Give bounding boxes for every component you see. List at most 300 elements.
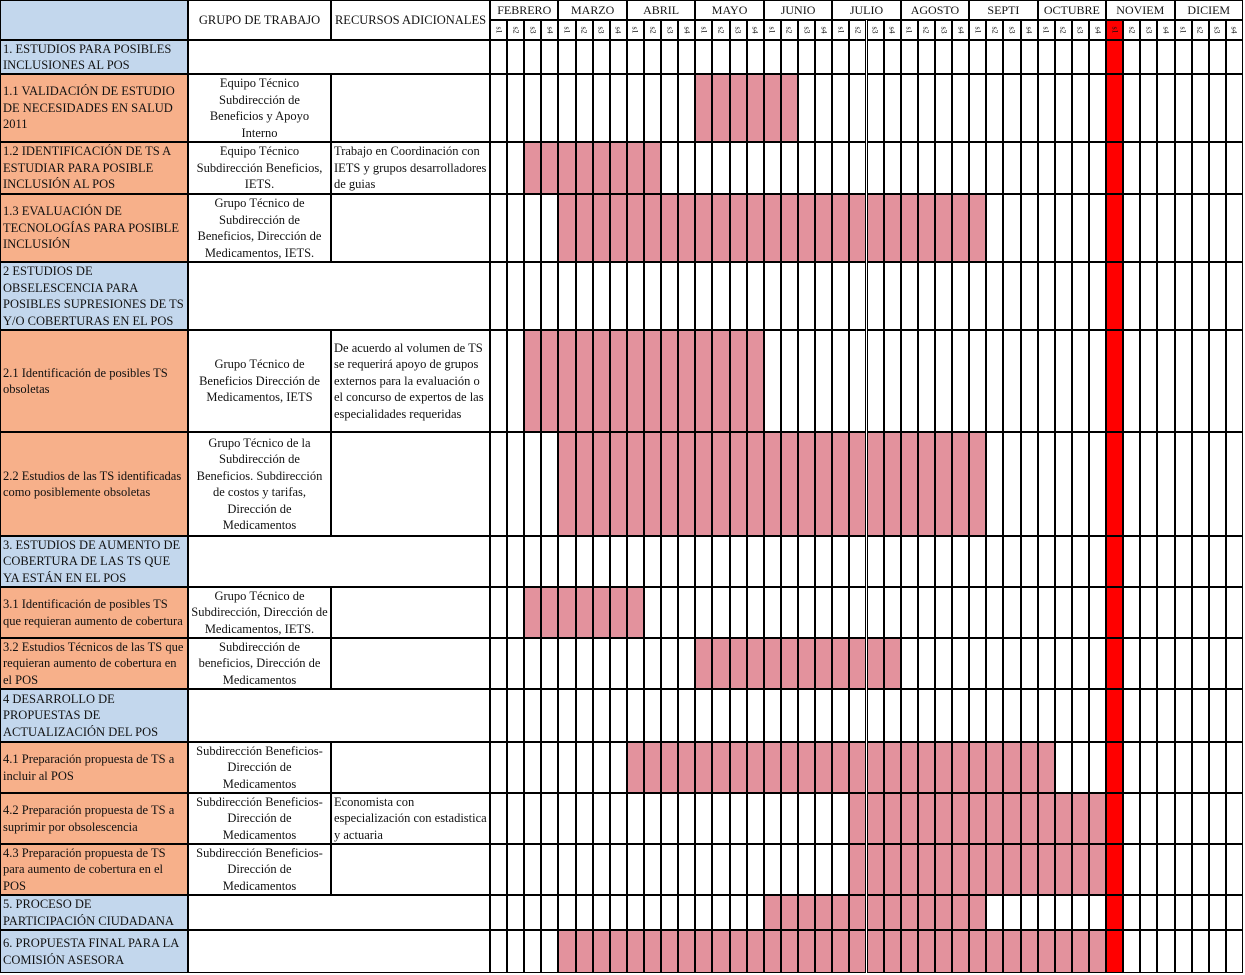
schedule-bar-cell xyxy=(1038,742,1055,793)
week-cell xyxy=(918,536,935,587)
week-label: s1 xyxy=(1178,26,1188,34)
schedule-bar-cell xyxy=(969,844,986,895)
week-cell xyxy=(490,587,507,638)
week-cell xyxy=(986,194,1003,262)
week-cell xyxy=(935,638,952,689)
week-cell xyxy=(1038,536,1055,587)
week-cell xyxy=(1175,40,1192,74)
schedule-bar-cell xyxy=(781,930,798,973)
week-label: s4 xyxy=(750,26,760,34)
week-cell xyxy=(952,262,969,330)
task-resources xyxy=(331,432,490,536)
schedule-bar-cell xyxy=(558,142,575,194)
week-cell xyxy=(832,536,849,587)
schedule-bar-cell xyxy=(849,432,866,536)
week-label: s4 xyxy=(545,26,555,34)
week-cell xyxy=(541,432,558,536)
week-cell xyxy=(541,895,558,930)
week-header xyxy=(576,20,593,40)
schedule-bar-cell xyxy=(558,432,575,536)
week-cell xyxy=(1140,689,1157,742)
week-cell xyxy=(1175,74,1192,142)
week-cell xyxy=(644,638,661,689)
month-header: AGOSTO xyxy=(901,0,969,20)
week-cell xyxy=(815,262,832,330)
week-cell xyxy=(986,587,1003,638)
week-cell xyxy=(918,689,935,742)
schedule-bar-cell xyxy=(867,432,884,536)
week-cell xyxy=(678,40,695,74)
schedule-bar-cell xyxy=(764,74,781,142)
schedule-bar-cell xyxy=(747,330,764,432)
week-label: s1 xyxy=(904,26,914,34)
week-cell xyxy=(1055,638,1072,689)
week-cell xyxy=(986,536,1003,587)
week-cell xyxy=(678,844,695,895)
schedule-bar-cell xyxy=(558,587,575,638)
week-cell xyxy=(524,74,541,142)
schedule-bar-cell xyxy=(593,587,610,638)
week-cell xyxy=(798,262,815,330)
week-cell xyxy=(1192,844,1209,895)
schedule-bar-cell xyxy=(935,793,952,844)
week-cell xyxy=(884,142,901,194)
week-cell xyxy=(1157,895,1174,930)
week-cell xyxy=(969,74,986,142)
week-label: s3 xyxy=(528,26,538,34)
week-cell xyxy=(1089,432,1106,536)
week-cell xyxy=(576,844,593,895)
schedule-bar-cell xyxy=(593,432,610,536)
section-title: 4 DESARROLLO DE PROPUESTAS DE ACTUALIZACIÓN DEL POS xyxy=(0,689,188,742)
month-header: NOVIEM xyxy=(1106,0,1174,20)
week-cell xyxy=(1123,194,1140,262)
schedule-bar-cell xyxy=(644,742,661,793)
week-label: s1 xyxy=(1041,26,1051,34)
week-cell xyxy=(1123,930,1140,973)
task-group: Grupo Técnico de Beneficios Dirección de Medicamentos, IETS xyxy=(188,330,331,432)
week-label: s3 xyxy=(1075,26,1085,34)
schedule-bar-cell xyxy=(798,432,815,536)
week-cell xyxy=(644,587,661,638)
week-cell xyxy=(1175,262,1192,330)
week-label: s3 xyxy=(939,26,948,34)
week-cell xyxy=(1089,142,1106,194)
week-cell xyxy=(1003,262,1020,330)
task-resources: Economista con especialización con estadistica y actuaria xyxy=(331,793,490,844)
schedule-bar-cell xyxy=(730,74,747,142)
schedule-bar-cell xyxy=(832,194,849,262)
schedule-bar-cell xyxy=(867,895,884,930)
week-cell xyxy=(558,638,575,689)
week-header xyxy=(1021,20,1038,40)
week-cell xyxy=(541,536,558,587)
week-cell xyxy=(815,142,832,194)
schedule-bar-cell xyxy=(712,638,729,689)
week-cell xyxy=(1157,742,1174,793)
month-header: FEBRERO xyxy=(490,0,558,20)
week-header xyxy=(1089,20,1106,40)
week-cell xyxy=(781,844,798,895)
week-cell xyxy=(1038,432,1055,536)
schedule-bar-cell xyxy=(798,638,815,689)
week-cell xyxy=(1003,689,1020,742)
week-cell xyxy=(1123,844,1140,895)
week-cell xyxy=(918,142,935,194)
week-cell xyxy=(747,689,764,742)
week-label: s1 xyxy=(699,26,709,34)
week-cell xyxy=(1055,142,1072,194)
week-label: s3 xyxy=(665,26,675,34)
week-cell xyxy=(1038,194,1055,262)
week-cell xyxy=(781,793,798,844)
week-cell xyxy=(1140,587,1157,638)
week-cell xyxy=(1055,74,1072,142)
schedule-bar-cell xyxy=(1003,793,1020,844)
week-cell xyxy=(490,330,507,432)
week-cell xyxy=(1038,40,1055,74)
week-cell xyxy=(576,638,593,689)
schedule-bar-cell xyxy=(661,330,678,432)
schedule-bar-cell xyxy=(918,194,935,262)
month-header: SEPTI xyxy=(969,0,1037,20)
week-cell xyxy=(712,262,729,330)
week-cell xyxy=(678,74,695,142)
week-cell xyxy=(490,432,507,536)
schedule-bar-cell xyxy=(1021,793,1038,844)
week-cell xyxy=(1089,638,1106,689)
week-cell xyxy=(627,40,644,74)
week-label: s2 xyxy=(1195,26,1205,34)
week-cell xyxy=(867,262,884,330)
week-cell xyxy=(1003,142,1020,194)
week-cell xyxy=(901,536,918,587)
week-cell xyxy=(901,638,918,689)
week-cell xyxy=(1055,536,1072,587)
week-cell xyxy=(867,40,884,74)
schedule-bar-cell xyxy=(627,587,644,638)
week-cell xyxy=(1175,689,1192,742)
week-cell xyxy=(712,536,729,587)
week-cell xyxy=(986,330,1003,432)
schedule-bar-cell xyxy=(935,194,952,262)
week-cell xyxy=(1175,142,1192,194)
week-label: s2 xyxy=(990,26,1000,34)
week-cell xyxy=(730,536,747,587)
schedule-bar-cell xyxy=(986,930,1003,973)
week-cell xyxy=(1072,895,1089,930)
week-cell xyxy=(507,142,524,194)
week-cell xyxy=(490,40,507,74)
task-resources xyxy=(331,194,490,262)
week-cell xyxy=(593,793,610,844)
schedule-bar-cell xyxy=(558,194,575,262)
week-header xyxy=(1209,20,1226,40)
week-cell xyxy=(524,844,541,895)
schedule-bar-cell xyxy=(781,638,798,689)
week-cell xyxy=(1226,742,1243,793)
schedule-bar-cell xyxy=(986,844,1003,895)
schedule-bar-cell xyxy=(867,742,884,793)
schedule-bar-cell xyxy=(695,74,712,142)
week-cell xyxy=(541,262,558,330)
week-cell xyxy=(610,638,627,689)
week-cell xyxy=(815,793,832,844)
week-cell xyxy=(541,930,558,973)
week-header xyxy=(627,20,644,40)
week-cell xyxy=(541,742,558,793)
week-cell xyxy=(832,587,849,638)
week-cell xyxy=(1038,74,1055,142)
schedule-bar-cell xyxy=(764,895,781,930)
week-label: s1 xyxy=(1110,26,1120,34)
week-cell xyxy=(661,142,678,194)
schedule-bar-cell xyxy=(747,930,764,973)
week-cell xyxy=(490,142,507,194)
week-cell xyxy=(541,844,558,895)
task-group: Subdirección Beneficios-Dirección de Medicamentos xyxy=(188,793,331,844)
highlight-week-cell xyxy=(1106,689,1123,742)
week-label: s4 xyxy=(956,26,966,34)
week-cell xyxy=(798,74,815,142)
week-cell xyxy=(1021,142,1038,194)
week-cell xyxy=(644,536,661,587)
schedule-bar-cell xyxy=(901,793,918,844)
section-spacer xyxy=(188,689,490,742)
week-cell xyxy=(764,793,781,844)
schedule-bar-cell xyxy=(815,895,832,930)
week-cell xyxy=(1157,40,1174,74)
week-cell xyxy=(1157,587,1174,638)
week-cell xyxy=(610,742,627,793)
week-header xyxy=(1157,20,1174,40)
task-group: Subdirección Beneficios-Dirección de Medicamentos xyxy=(188,742,331,793)
schedule-bar-cell xyxy=(1089,793,1106,844)
week-cell xyxy=(1209,432,1226,536)
highlight-week-cell xyxy=(1106,638,1123,689)
week-cell xyxy=(644,74,661,142)
schedule-bar-cell xyxy=(969,930,986,973)
week-cell xyxy=(1226,262,1243,330)
schedule-bar-cell xyxy=(661,194,678,262)
week-label: s3 xyxy=(870,26,880,34)
week-cell xyxy=(1021,895,1038,930)
week-cell xyxy=(593,895,610,930)
week-header xyxy=(832,20,849,40)
schedule-bar-cell xyxy=(832,742,849,793)
week-cell xyxy=(849,536,866,587)
schedule-bar-cell xyxy=(627,930,644,973)
schedule-bar-cell xyxy=(781,74,798,142)
section-title: 2 ESTUDIOS DE OBSELESCENCIA PARA POSIBLES SUPRESIONES DE TS Y/O COBERTURAS EN EL POS xyxy=(0,262,188,330)
week-cell xyxy=(1072,330,1089,432)
week-cell xyxy=(576,742,593,793)
week-cell xyxy=(593,844,610,895)
week-cell xyxy=(849,40,866,74)
week-cell xyxy=(1072,742,1089,793)
week-cell xyxy=(1157,930,1174,973)
schedule-bar-cell xyxy=(764,432,781,536)
week-header xyxy=(1055,20,1072,40)
week-cell xyxy=(798,536,815,587)
schedule-bar-cell xyxy=(764,930,781,973)
highlight-week-cell xyxy=(1106,432,1123,536)
schedule-bar-cell xyxy=(781,895,798,930)
week-cell xyxy=(541,194,558,262)
schedule-bar-cell xyxy=(661,432,678,536)
week-label: s1 xyxy=(973,26,983,34)
schedule-bar-cell xyxy=(1021,742,1038,793)
week-cell xyxy=(798,844,815,895)
schedule-bar-cell xyxy=(781,742,798,793)
week-header xyxy=(541,20,558,40)
week-cell xyxy=(1157,689,1174,742)
week-label: s3 xyxy=(1007,26,1017,34)
week-header xyxy=(849,20,866,40)
schedule-bar-cell xyxy=(918,930,935,973)
schedule-bar-cell xyxy=(901,432,918,536)
week-cell xyxy=(1209,40,1226,74)
schedule-bar-cell xyxy=(815,194,832,262)
week-cell xyxy=(1226,689,1243,742)
week-header xyxy=(1192,20,1209,40)
schedule-bar-cell xyxy=(712,432,729,536)
week-cell xyxy=(747,40,764,74)
schedule-bar-cell xyxy=(610,930,627,973)
week-cell xyxy=(747,587,764,638)
week-cell xyxy=(490,742,507,793)
week-cell xyxy=(1003,895,1020,930)
schedule-bar-cell xyxy=(884,844,901,895)
week-label: s2 xyxy=(511,26,521,34)
schedule-bar-cell xyxy=(1055,793,1072,844)
week-label: s4 xyxy=(613,26,623,34)
highlight-week-cell xyxy=(1106,930,1123,973)
week-cell xyxy=(730,895,747,930)
week-cell xyxy=(524,895,541,930)
week-cell xyxy=(918,40,935,74)
week-cell xyxy=(627,895,644,930)
week-cell xyxy=(969,142,986,194)
week-cell xyxy=(661,895,678,930)
week-cell xyxy=(1021,74,1038,142)
week-header xyxy=(781,20,798,40)
week-cell xyxy=(1072,74,1089,142)
schedule-bar-cell xyxy=(918,742,935,793)
schedule-bar-cell xyxy=(730,638,747,689)
week-cell xyxy=(1140,40,1157,74)
week-cell xyxy=(627,262,644,330)
schedule-bar-cell xyxy=(935,742,952,793)
schedule-bar-cell xyxy=(815,432,832,536)
week-cell xyxy=(1209,142,1226,194)
schedule-bar-cell xyxy=(935,432,952,536)
schedule-bar-cell xyxy=(1072,844,1089,895)
schedule-bar-cell xyxy=(695,930,712,973)
week-cell xyxy=(1226,638,1243,689)
week-cell xyxy=(1209,262,1226,330)
week-cell xyxy=(1003,432,1020,536)
schedule-bar-cell xyxy=(764,638,781,689)
schedule-bar-cell xyxy=(1089,844,1106,895)
week-cell xyxy=(1038,587,1055,638)
week-cell xyxy=(1226,40,1243,74)
week-cell xyxy=(593,689,610,742)
week-cell xyxy=(490,793,507,844)
week-cell xyxy=(593,742,610,793)
schedule-bar-cell xyxy=(576,930,593,973)
week-cell xyxy=(678,536,695,587)
week-cell xyxy=(695,587,712,638)
week-cell xyxy=(507,74,524,142)
schedule-bar-cell xyxy=(867,930,884,973)
highlight-week-cell xyxy=(1106,194,1123,262)
week-cell xyxy=(712,895,729,930)
week-cell xyxy=(695,262,712,330)
week-cell xyxy=(507,194,524,262)
week-cell xyxy=(558,742,575,793)
week-cell xyxy=(1226,793,1243,844)
schedule-bar-cell xyxy=(849,638,866,689)
schedule-bar-cell xyxy=(1089,930,1106,973)
week-cell xyxy=(935,587,952,638)
week-cell xyxy=(507,638,524,689)
schedule-bar-cell xyxy=(815,930,832,973)
week-cell xyxy=(1140,793,1157,844)
schedule-bar-cell xyxy=(1038,930,1055,973)
week-cell xyxy=(661,638,678,689)
schedule-bar-cell xyxy=(935,844,952,895)
week-cell xyxy=(730,142,747,194)
week-cell xyxy=(1072,432,1089,536)
week-cell xyxy=(1140,844,1157,895)
week-cell xyxy=(815,587,832,638)
week-cell xyxy=(678,262,695,330)
schedule-bar-cell xyxy=(541,142,558,194)
week-cell xyxy=(986,895,1003,930)
schedule-bar-cell xyxy=(867,793,884,844)
schedule-bar-cell xyxy=(747,194,764,262)
week-header xyxy=(969,20,986,40)
week-cell xyxy=(1089,587,1106,638)
schedule-bar-cell xyxy=(1072,930,1089,973)
week-cell xyxy=(952,638,969,689)
week-header xyxy=(935,20,952,40)
week-cell xyxy=(1140,930,1157,973)
week-cell xyxy=(558,793,575,844)
week-header xyxy=(952,20,969,40)
schedule-bar-cell xyxy=(798,194,815,262)
schedule-bar-cell xyxy=(952,742,969,793)
week-cell xyxy=(610,895,627,930)
week-cell xyxy=(969,638,986,689)
week-cell xyxy=(661,587,678,638)
schedule-bar-cell xyxy=(712,194,729,262)
week-cell xyxy=(524,40,541,74)
task-resources xyxy=(331,587,490,638)
week-cell xyxy=(1157,844,1174,895)
week-cell xyxy=(1089,74,1106,142)
week-cell xyxy=(644,262,661,330)
week-label: s3 xyxy=(1144,26,1154,34)
task-group: Grupo Técnico de la Subdirección de Beneficios. Subdirección de costos y tarifas, Dirección de Medicamentos xyxy=(188,432,331,536)
week-cell xyxy=(1038,330,1055,432)
schedule-bar-cell xyxy=(969,194,986,262)
week-cell xyxy=(490,844,507,895)
week-cell xyxy=(935,142,952,194)
week-cell xyxy=(1055,432,1072,536)
task-resources xyxy=(331,638,490,689)
